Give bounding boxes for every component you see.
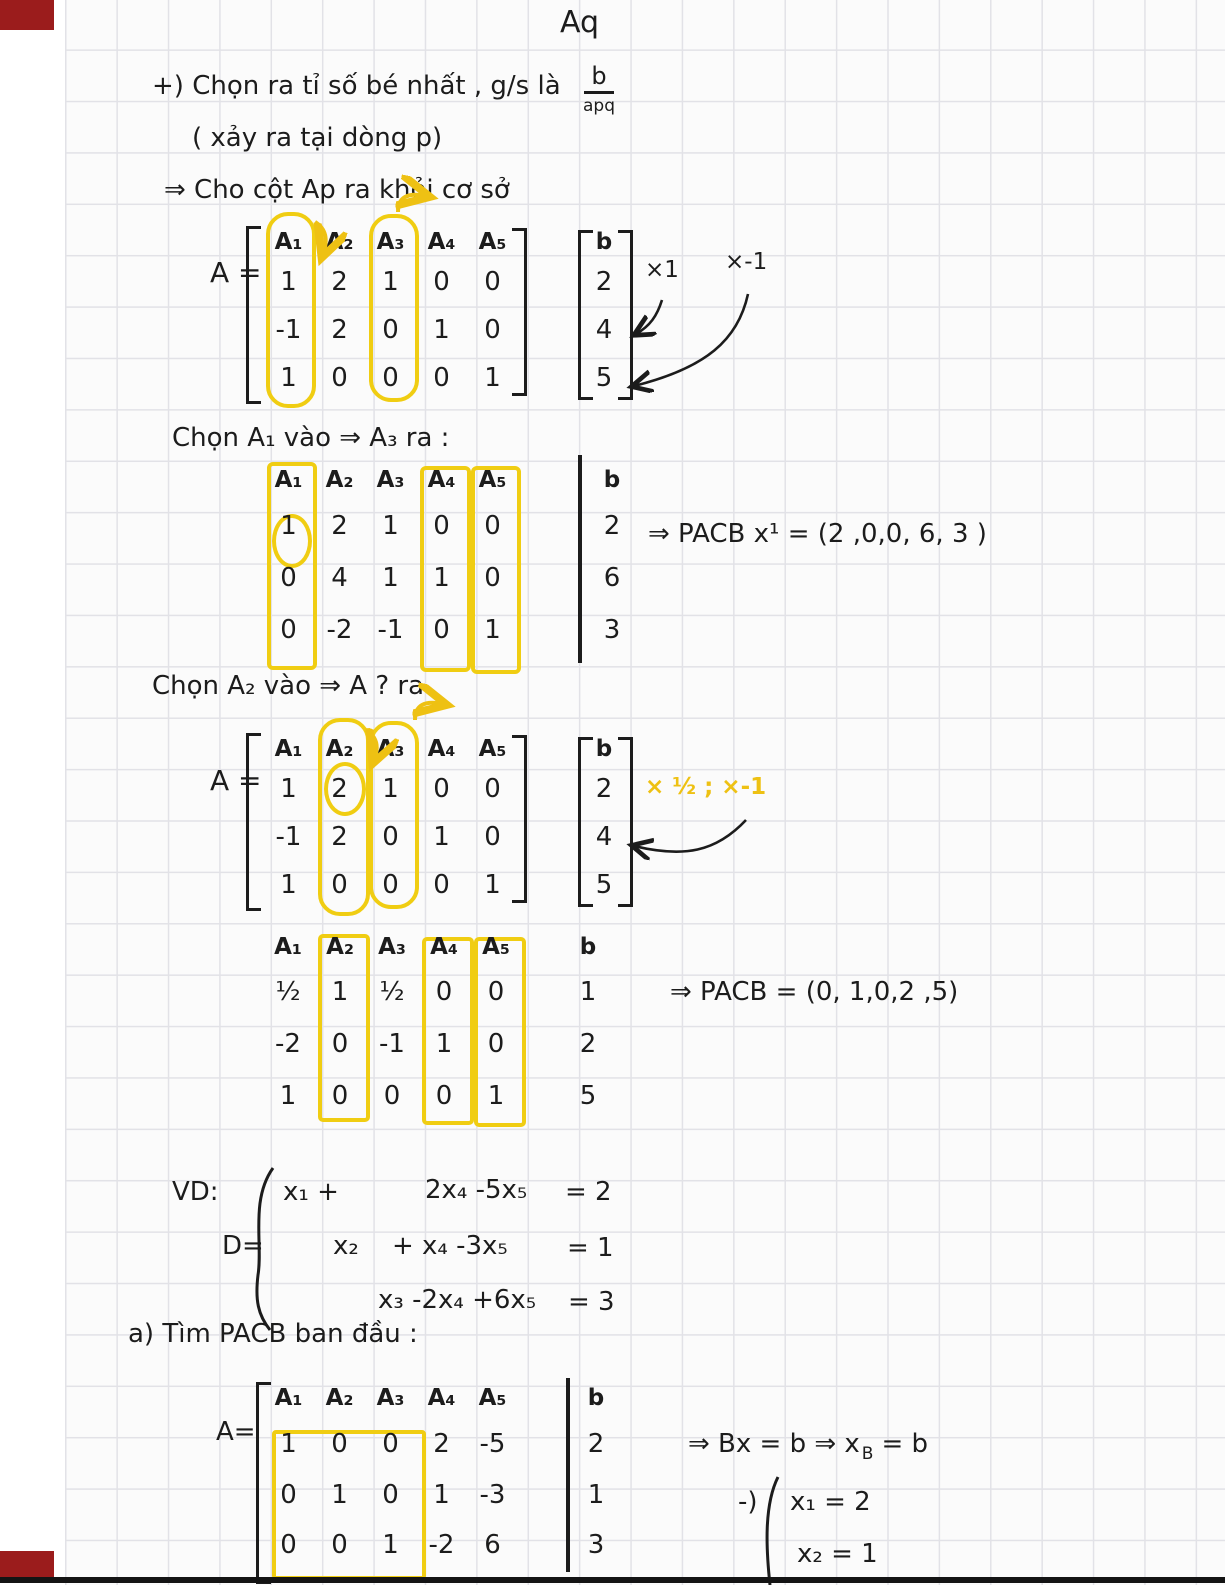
matrix2-cell: 1 — [382, 511, 399, 541]
matrix5-cell: 0 — [331, 1530, 348, 1560]
matrix1-cell: 0 — [331, 363, 348, 393]
b1-right-bracket — [618, 230, 633, 400]
b1-value: 4 — [595, 315, 613, 345]
matrix1-cell: 1 — [280, 267, 297, 297]
matrix2-cell: 1 — [280, 511, 297, 541]
matrix2-cell: 1 — [433, 563, 450, 593]
matrix3-cell: 0 — [484, 822, 501, 852]
fraction-numerator: b — [584, 62, 613, 94]
multiplier-x-1: ×-1 — [725, 249, 768, 275]
matrix1-cell: 0 — [433, 363, 450, 393]
step5-result-2: x₁ = 2 — [790, 1487, 871, 1517]
b4-header: b — [579, 934, 597, 960]
matrix3 — [263, 733, 518, 909]
matrix4 — [262, 928, 522, 1122]
b1-value: 5 — [595, 363, 613, 393]
matrix1-col-header: A₂ — [325, 229, 354, 255]
matrix1-left-bracket — [246, 226, 261, 404]
b5-vector — [576, 1378, 616, 1570]
matrix1-col-header: A₁ — [274, 229, 303, 255]
page-bottom-edge — [0, 1577, 1225, 1583]
b3-value: 4 — [595, 822, 613, 852]
equation2-left: x₂ — [333, 1231, 359, 1261]
note-line-2: ( xảy ra tại dòng p) — [192, 123, 443, 153]
matrix2-col-header: A₄ — [427, 467, 456, 493]
step5-result-1 — [688, 1429, 929, 1464]
matrix2-cell: 4 — [331, 563, 348, 593]
matrix5-cell: 0 — [280, 1480, 297, 1510]
matrix4-col-header: A₂ — [326, 934, 354, 960]
page-corner-marker-top — [0, 0, 54, 30]
matrix3-cell: 1 — [280, 870, 297, 900]
matrix4-col-header: A₁ — [274, 934, 302, 960]
matrix3-cell: 1 — [280, 774, 297, 804]
matrix3-cell: 0 — [382, 870, 399, 900]
b3-vector — [586, 733, 622, 909]
matrix5-cell: -3 — [479, 1480, 506, 1510]
matrix5-col-header: A₁ — [274, 1385, 303, 1411]
step5-result-2-prefix: -) — [738, 1487, 758, 1517]
matrix4-cell: 0 — [487, 1029, 505, 1059]
matrix1-label: A = — [210, 256, 262, 289]
matrix2-cell: 2 — [331, 511, 348, 541]
matrix5-cell: 1 — [433, 1480, 450, 1510]
matrix2-cell: 0 — [433, 615, 450, 645]
matrix3-col-header: A₅ — [478, 736, 507, 762]
equation3-rhs: = 3 — [568, 1287, 615, 1317]
matrix4-cell: -2 — [275, 1029, 301, 1059]
matrix2-cell: 0 — [280, 615, 297, 645]
b3-value: 5 — [595, 870, 613, 900]
matrix1 — [263, 226, 518, 402]
matrix5-cell: 1 — [382, 1530, 399, 1560]
step3-multipliers: × ½ ; ×-1 — [645, 774, 767, 800]
matrix2-col-header: A₃ — [376, 467, 405, 493]
matrix3-cell: 1 — [433, 822, 450, 852]
matrix1-cell: 0 — [382, 315, 399, 345]
matrix4-cell: 0 — [383, 1081, 401, 1111]
matrix3-cell: 0 — [484, 774, 501, 804]
matrix3-cell: 0 — [433, 774, 450, 804]
matrix5-divider — [566, 1378, 570, 1572]
matrix2-cell: 0 — [484, 563, 501, 593]
matrix5-col-header: A₄ — [427, 1385, 456, 1411]
matrix3-left-bracket — [246, 733, 261, 911]
matrix1-cell: 0 — [433, 267, 450, 297]
b3-header: b — [595, 736, 613, 762]
b5-value: 2 — [587, 1429, 605, 1459]
matrix4-cell: 1 — [279, 1081, 297, 1111]
matrix3-cell: -1 — [275, 822, 302, 852]
matrix1-cell: 1 — [484, 363, 501, 393]
matrix5-cell: 1 — [331, 1480, 348, 1510]
fraction-b-apq — [583, 62, 615, 116]
matrix3-col-header: A₂ — [325, 736, 354, 762]
matrix3-cell: 1 — [484, 870, 501, 900]
matrix4-cell: 0 — [487, 977, 505, 1007]
matrix5-col-header: A₃ — [376, 1385, 405, 1411]
step2-result: ⇒ PACB x¹ = (2 ,0,0, 6, 3 ) — [648, 519, 987, 549]
b3-value: 2 — [595, 774, 613, 804]
matrix5-cell: 1 — [280, 1429, 297, 1459]
result1-text: ⇒ Bx = b ⇒ x — [688, 1429, 860, 1459]
matrix3-col-header: A₃ — [376, 736, 405, 762]
matrix3-cell: 1 — [382, 774, 399, 804]
page-title: Aq — [560, 5, 600, 40]
equation2-rhs: = 1 — [567, 1233, 614, 1263]
matrix3-col-header: A₄ — [427, 736, 456, 762]
b2-value: 3 — [603, 615, 621, 645]
matrix1-cell: 0 — [382, 363, 399, 393]
step4-result: ⇒ PACB = (0, 1,0,2 ,5) — [670, 977, 959, 1007]
matrix3-col-header: A₁ — [274, 736, 303, 762]
matrix5-col-header: A₅ — [478, 1385, 507, 1411]
b4-vector — [566, 928, 610, 1122]
b4-value: 1 — [579, 977, 597, 1007]
equation3-middle: x₃ -2x₄ +6x₅ — [378, 1285, 537, 1315]
multiplier-x1: ×1 — [645, 257, 679, 283]
matrix3-cell: 0 — [433, 870, 450, 900]
matrix4-cell: 0 — [435, 1081, 453, 1111]
b1-header: b — [595, 229, 613, 255]
fraction-denominator: apq — [583, 96, 615, 116]
matrix1-cell: 2 — [331, 315, 348, 345]
matrix2-cell: -1 — [377, 615, 404, 645]
matrix4-col-header: A₃ — [378, 934, 406, 960]
step2-heading: Chọn A₁ vào ⇒ A₃ ra : — [172, 423, 450, 453]
matrix4-cell: 1 — [435, 1029, 453, 1059]
equation1-left: x₁ + — [283, 1177, 339, 1207]
matrix5 — [263, 1378, 518, 1570]
matrix1-col-header: A₅ — [478, 229, 507, 255]
matrix4-cell: 1 — [331, 977, 349, 1007]
example-d-label: D= — [222, 1231, 264, 1261]
matrix2-cell: 0 — [484, 511, 501, 541]
b3-right-bracket — [618, 737, 633, 907]
matrix1-cell: 2 — [331, 267, 348, 297]
matrix4-col-header: A₄ — [430, 934, 458, 960]
matrix2-cell: 0 — [433, 511, 450, 541]
matrix5-cell: 0 — [280, 1530, 297, 1560]
matrix5-cell: 0 — [382, 1429, 399, 1459]
matrix4-col-header: A₅ — [482, 934, 510, 960]
matrix1-right-bracket — [512, 228, 527, 396]
matrix5-cell: -5 — [479, 1429, 506, 1459]
matrix2-cell: 0 — [280, 563, 297, 593]
matrix2-cell: 1 — [484, 615, 501, 645]
b2-value: 6 — [603, 563, 621, 593]
b2-header: b — [603, 467, 621, 493]
matrix3-cell: 2 — [331, 774, 348, 804]
matrix1-col-header: A₃ — [376, 229, 405, 255]
b4-value: 2 — [579, 1029, 597, 1059]
matrix5-cell: 2 — [433, 1429, 450, 1459]
result1-rhs: = b — [881, 1429, 929, 1459]
matrix5-col-header: A₂ — [325, 1385, 354, 1411]
matrix5-cell: 0 — [382, 1480, 399, 1510]
matrix1-cell: 1 — [382, 267, 399, 297]
matrix3-cell: 0 — [331, 870, 348, 900]
step3-heading: Chọn A₂ vào ⇒ A ? ra — [152, 671, 425, 701]
matrix2-cell: -2 — [326, 615, 353, 645]
matrix2-col-header: A₅ — [478, 467, 507, 493]
equation1-middle: 2x₄ -5x₅ — [425, 1175, 528, 1205]
matrix4-cell: ½ — [379, 977, 405, 1007]
b1-value: 2 — [595, 267, 613, 297]
matrix2-col-header: A₁ — [274, 467, 303, 493]
b1-vector — [586, 226, 622, 402]
matrix3-right-bracket — [512, 735, 527, 903]
note-line-3: ⇒ Cho cột Ap ra khỏi cơ sở — [164, 175, 510, 205]
equation2-middle: + x₄ -3x₅ — [392, 1231, 508, 1261]
matrix2-cell: 1 — [382, 563, 399, 593]
matrix5-label: A= — [216, 1417, 256, 1447]
matrix1-col-header: A₄ — [427, 229, 456, 255]
matrix5-cell: 6 — [484, 1530, 501, 1560]
matrix1-cell: -1 — [275, 315, 302, 345]
matrix1-cell: 1 — [280, 363, 297, 393]
matrix4-cell: ½ — [275, 977, 301, 1007]
b2-vector — [592, 460, 632, 656]
matrix2 — [263, 460, 518, 656]
matrix2-col-header: A₂ — [325, 467, 354, 493]
equation1-rhs: = 2 — [565, 1177, 612, 1207]
matrix1-cell: 0 — [484, 315, 501, 345]
matrix4-cell: 0 — [435, 977, 453, 1007]
matrix5-cell: -2 — [428, 1530, 455, 1560]
result1-subscript: B — [861, 1444, 874, 1464]
matrix4-cell: 0 — [331, 1081, 349, 1111]
matrix3-cell: 2 — [331, 822, 348, 852]
b5-value: 3 — [587, 1530, 605, 1560]
matrix2-divider — [578, 455, 582, 663]
matrix3-label: A = — [210, 764, 262, 797]
page-corner-marker-bottom — [0, 1551, 54, 1579]
b4-value: 5 — [579, 1081, 597, 1111]
part-a-heading: a) Tìm PACB ban đầu : — [128, 1319, 418, 1349]
b2-value: 2 — [603, 511, 621, 541]
b5-header: b — [587, 1385, 605, 1411]
note-line-1: +) Chọn ra tỉ số bé nhất , g/s là — [152, 71, 561, 101]
matrix1-cell: 1 — [433, 315, 450, 345]
matrix4-cell: -1 — [379, 1029, 405, 1059]
matrix1-cell: 0 — [484, 267, 501, 297]
matrix5-cell: 0 — [331, 1429, 348, 1459]
example-label: VD: — [172, 1177, 219, 1207]
matrix3-cell: 0 — [382, 822, 399, 852]
matrix4-cell: 0 — [331, 1029, 349, 1059]
b5-value: 1 — [587, 1480, 605, 1510]
step5-result-3: x₂ = 1 — [797, 1539, 878, 1569]
matrix4-cell: 1 — [487, 1081, 505, 1111]
